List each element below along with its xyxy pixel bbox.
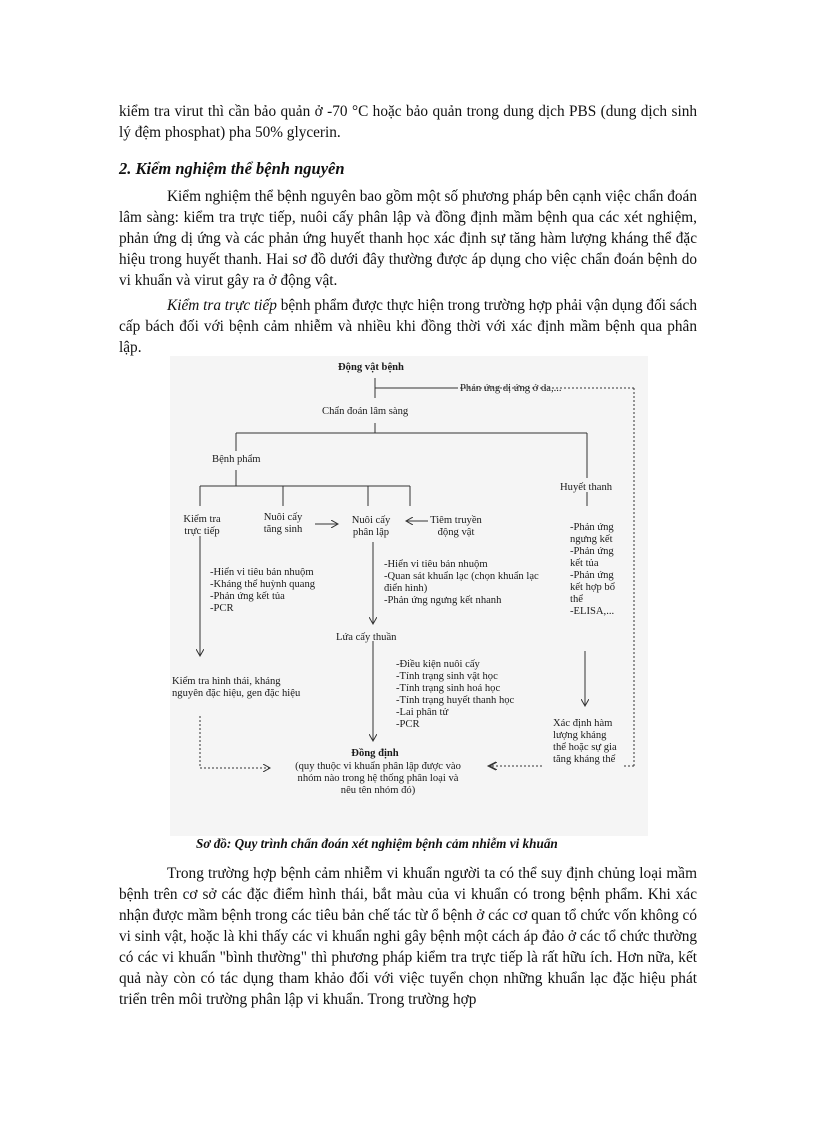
flow-diagram	[170, 356, 648, 836]
isolate-line-2: phân lập	[352, 527, 390, 538]
node-antibody-check	[553, 718, 617, 766]
node-specimen: Bệnh phẩm	[212, 454, 261, 465]
direct-method: -Kháng thể huỳnh quang	[210, 579, 316, 590]
serum-method: kết hợp bổ	[570, 582, 616, 593]
antibody-line: lượng kháng	[553, 730, 607, 741]
node-isolation-culture	[342, 515, 400, 539]
node-animal-inoculation	[424, 515, 488, 539]
morph-line: nguyên đặc hiệu, gen đặc hiệu	[172, 688, 301, 699]
node-clinical-diagnosis: Chẩn đoán lâm sàng	[322, 406, 409, 417]
morph-line: Kiểm tra hình thái, kháng	[172, 676, 281, 687]
ident-note-line: nhóm nào trong hệ thống phân loại và	[297, 773, 459, 784]
node-direct-check	[172, 514, 232, 538]
direct-method: -PCR	[210, 603, 234, 614]
direct-line-1: Kiểm tra	[183, 514, 221, 525]
direct-method: -Hiển vi tiêu bản nhuộm	[210, 567, 314, 578]
isolation-methods-list	[384, 559, 539, 607]
pure-method: -Tính trạng huyết thanh học	[396, 695, 515, 706]
diagram-caption: Sơ đồ: Quy trình chẩn đoán xét nghiệm bệnh cảm nhiễm vi khuẩn	[196, 836, 558, 851]
node-serum: Huyết thanh	[560, 482, 613, 493]
node-sick-animal: Động vật bệnh	[338, 362, 404, 373]
isolate-line-1: Nuôi cấy	[351, 515, 391, 526]
serum-methods-list	[570, 522, 615, 618]
node-allergy-test: Phản ứng dị ứng ở da,...	[460, 383, 562, 394]
pure-method: -Điều kiện nuôi cấy	[396, 659, 480, 670]
direct-method: -Phản ứng kết tủa	[210, 591, 285, 602]
section-heading: 2. Kiểm nghiệm thể bệnh nguyên	[119, 159, 345, 178]
serum-method: -Phản ứng	[570, 522, 614, 533]
ident-note-line: (quy thuộc vi khuẩn phân lập được vào	[295, 761, 461, 772]
isolate-method: -Phản ứng ngưng kết nhanh	[384, 595, 502, 606]
isolate-method: -Hiển vi tiêu bản nhuộm	[384, 559, 488, 570]
intro-paragraph: kiểm tra virut thì cần bảo quản ở -70 °C hoặc bảo quản trong dung dịch PBS (dung dịch sinh lý đệm phosphat) pha 50% glycerin.	[119, 103, 697, 141]
node-identification: Đồng định	[351, 748, 399, 759]
serum-method: kết tủa	[570, 558, 599, 569]
paragraph-2-rest: bệnh phẩm được thực hiện trong trường hợp phải vận dụng đối sách cấp bách đối với bệnh cảm nhiễm và nhiều khi đồng thời với xác định mầm bệnh qua phân lập.	[119, 297, 697, 356]
ident-note-line: nêu tên nhóm đó)	[340, 785, 416, 796]
paragraph-1: Kiểm nghiệm thể bệnh nguyên bao gồm một số phương pháp bên cạnh việc chẩn đoán lâm sàng: kiểm tra trực tiếp, nuôi cấy phân lập và đồng định mầm bệnh qua các xét nghiệm, phản ứng dị ứng và các phản ứng huyết thanh học xác định sự tăng hàm lượng kháng thể đặc hiệu trong huyết thanh. Hai sơ đồ dưới đây thường được áp dụng cho việc chẩn đoán bệnh do vi khuẩn và virut gây ra ở động vật.	[119, 188, 697, 289]
antibody-line: thể hoặc sự gia	[553, 742, 617, 753]
serum-method: -Phản ứng	[570, 546, 614, 557]
inoculate-line-2: động vật	[437, 527, 475, 538]
pure-method: -Tính trạng sinh hoá học	[396, 683, 501, 694]
pure-method: -Lai phân tử	[396, 707, 449, 718]
serum-method: thể	[570, 594, 583, 605]
direct-methods-list	[210, 567, 315, 615]
direct-line-2: trực tiếp	[184, 526, 220, 537]
serum-method: -ELISA,...	[570, 606, 615, 617]
isolate-method: điển hình)	[384, 583, 428, 594]
paragraph-3: Trong trường hợp bệnh cảm nhiễm vi khuẩn người ta có thể suy định chủng loại mầm bệnh trên cơ sở các đặc điểm hình thái, bắt màu của vi khuẩn có trong bệnh phẩm. Khi xác nhận được mầm bệnh trong các tiêu bản chế tác từ ổ bệnh ở các cơ quan tổ chức vốn không có vi sinh vật, hoặc là khi thấy các vi khuẩn nghi gây bệnh một cách áp đảo ở các tổ chức thường có các vi khuẩn "bình thường" thì phương pháp kiểm tra trực tiếp là rất hữu ích. Hơn nữa, kết quả này còn có tác dụng tham khảo đối với việc tuyển chọn những khuẩn lạc đặc hiệu phát triển trên môi trường phân lập vi khuẩn. Trong trường hợp	[119, 865, 697, 1008]
enrich-line-2: tăng sinh	[263, 524, 303, 535]
paragraph-2	[119, 295, 697, 358]
enrich-line-1: Nuôi cấy	[263, 512, 303, 523]
inoculate-line-1: Tiêm truyền	[430, 515, 482, 526]
antibody-line: Xác định hàm	[553, 718, 613, 729]
antibody-line: tăng kháng thể	[553, 754, 616, 765]
serum-method: -Phản ứng	[570, 570, 614, 581]
pure-method: -Tính trạng sinh vật học	[396, 671, 498, 682]
pure-method: -PCR	[396, 719, 420, 730]
node-enrichment-culture	[254, 512, 312, 536]
isolate-method: -Quan sát khuẩn lạc (chọn khuẩn lạc	[384, 571, 539, 582]
identification-note	[278, 761, 478, 797]
serum-method: ngưng kết	[570, 534, 613, 545]
node-morphology-check	[172, 676, 300, 700]
pure-culture-methods-list	[396, 659, 514, 731]
paragraph-2-lead: Kiểm tra trực tiếp	[167, 297, 277, 314]
node-pure-culture: Lứa cấy thuần	[336, 632, 397, 643]
